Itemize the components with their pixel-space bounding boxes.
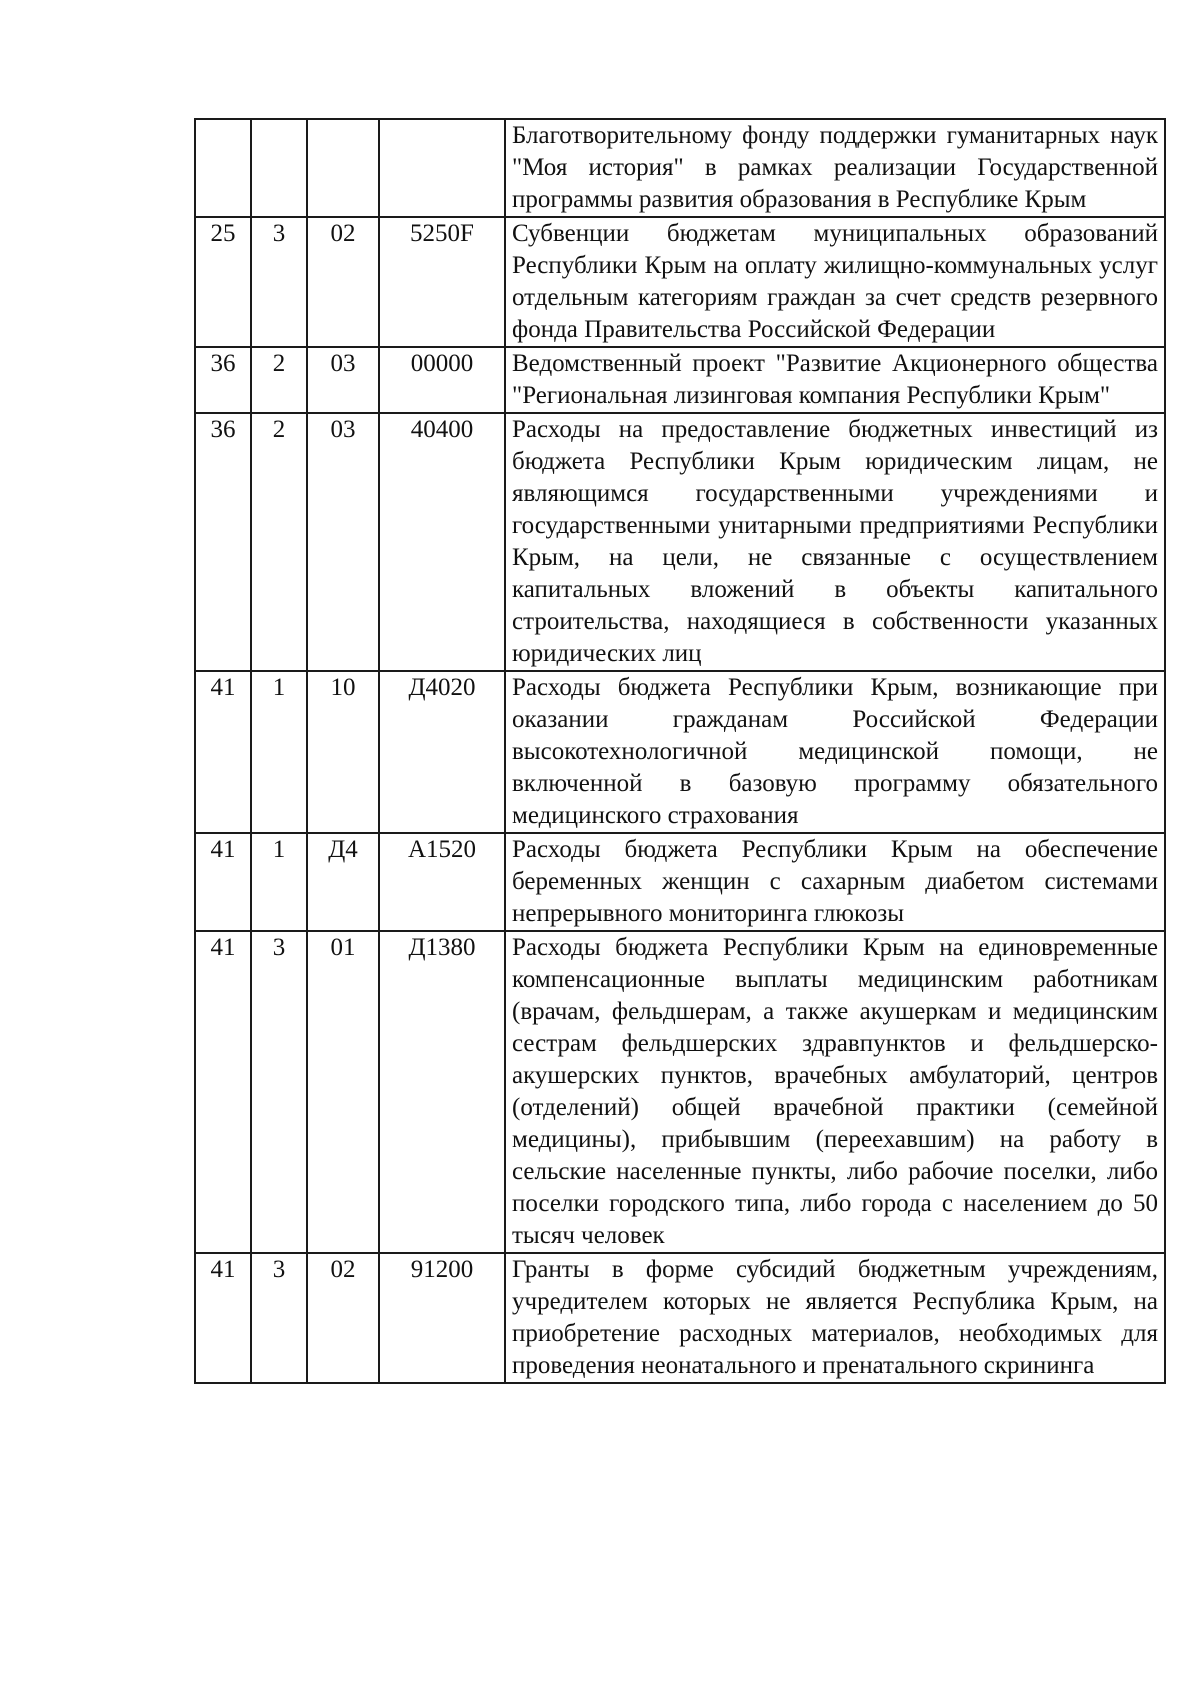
code-cell-3: 01 [307,931,379,1253]
description-cell: Гранты в форме субсидий бюджетным учреждениям, учредителем которых не является Республика Крым, на приобретение расходных материалов, необходимых для проведения неонатального и пренатального скрининга [505,1253,1165,1383]
code-cell-3 [307,119,379,217]
table-row [195,1253,1165,1383]
code-cell-4: А1520 [379,833,505,931]
description-cell: Расходы бюджета Республики Крым на единовременные компенсационные выплаты медицинским работникам (врачам, фельдшерам, а также акушеркам и медицинским сестрам фельдшерских здравпунктов и фельдшерско-акушерских пунктов, врачебных амбулаторий, центров (отделений) общей врачебной практики (семейной медицины), прибывшим (переехавшим) на работу в сельские населенные пункты, либо рабочие поселки, либо поселки городского типа, либо города с населением до 50 тысяч человек [505,931,1165,1253]
code-cell-4: 00000 [379,347,505,413]
code-cell-2: 3 [251,931,307,1253]
table-row [195,931,1165,1253]
code-cell-2: 1 [251,671,307,833]
code-cell-1: 41 [195,931,251,1253]
budget-classification-table [194,118,1166,1384]
code-cell-2: 3 [251,217,307,347]
description-cell: Благотворительному фонду поддержки гуманитарных наук "Моя история" в рамках реализации Государственной программы развития образования в Республике Крым [505,119,1165,217]
code-cell-3: 02 [307,217,379,347]
code-cell-3: Д4 [307,833,379,931]
code-cell-4 [379,119,505,217]
code-cell-1: 41 [195,833,251,931]
code-cell-3: 03 [307,347,379,413]
code-cell-3: 10 [307,671,379,833]
code-cell-1: 36 [195,413,251,671]
description-cell: Субвенции бюджетам муниципальных образований Республики Крым на оплату жилищно-коммунальных услуг отдельным категориям граждан за счет средств резервного фонда Правительства Российской Федерации [505,217,1165,347]
description-cell: Расходы бюджета Республики Крым, возникающие при оказании гражданам Российской Федерации высокотехнологичной медицинской помощи, не включенной в базовую программу обязательного медицинского страхования [505,671,1165,833]
description-cell: Ведомственный проект "Развитие Акционерного общества "Региональная лизинговая компания Республики Крым" [505,347,1165,413]
table-row [195,119,1165,217]
code-cell-2: 3 [251,1253,307,1383]
table-row [195,671,1165,833]
code-cell-4: Д4020 [379,671,505,833]
code-cell-4: Д1380 [379,931,505,1253]
code-cell-4: 91200 [379,1253,505,1383]
description-cell: Расходы на предоставление бюджетных инвестиций из бюджета Республики Крым юридическим лицам, не являющимся государственными учреждениями и государственными унитарными предприятиями Республики Крым, на цели, не связанные с осуществлением капитальных вложений в объекты капитального строительства, находящиеся в собственности указанных юридических лиц [505,413,1165,671]
code-cell-1: 25 [195,217,251,347]
table-row [195,833,1165,931]
table-row [195,413,1165,671]
description-cell: Расходы бюджета Республики Крым на обеспечение беременных женщин с сахарным диабетом системами непрерывного мониторинга глюкозы [505,833,1165,931]
code-cell-1 [195,119,251,217]
code-cell-1: 41 [195,1253,251,1383]
code-cell-3: 03 [307,413,379,671]
code-cell-4: 5250F [379,217,505,347]
code-cell-2: 2 [251,347,307,413]
table-row [195,347,1165,413]
code-cell-4: 40400 [379,413,505,671]
table-row [195,217,1165,347]
code-cell-1: 41 [195,671,251,833]
code-cell-2 [251,119,307,217]
code-cell-2: 2 [251,413,307,671]
code-cell-3: 02 [307,1253,379,1383]
code-cell-1: 36 [195,347,251,413]
code-cell-2: 1 [251,833,307,931]
